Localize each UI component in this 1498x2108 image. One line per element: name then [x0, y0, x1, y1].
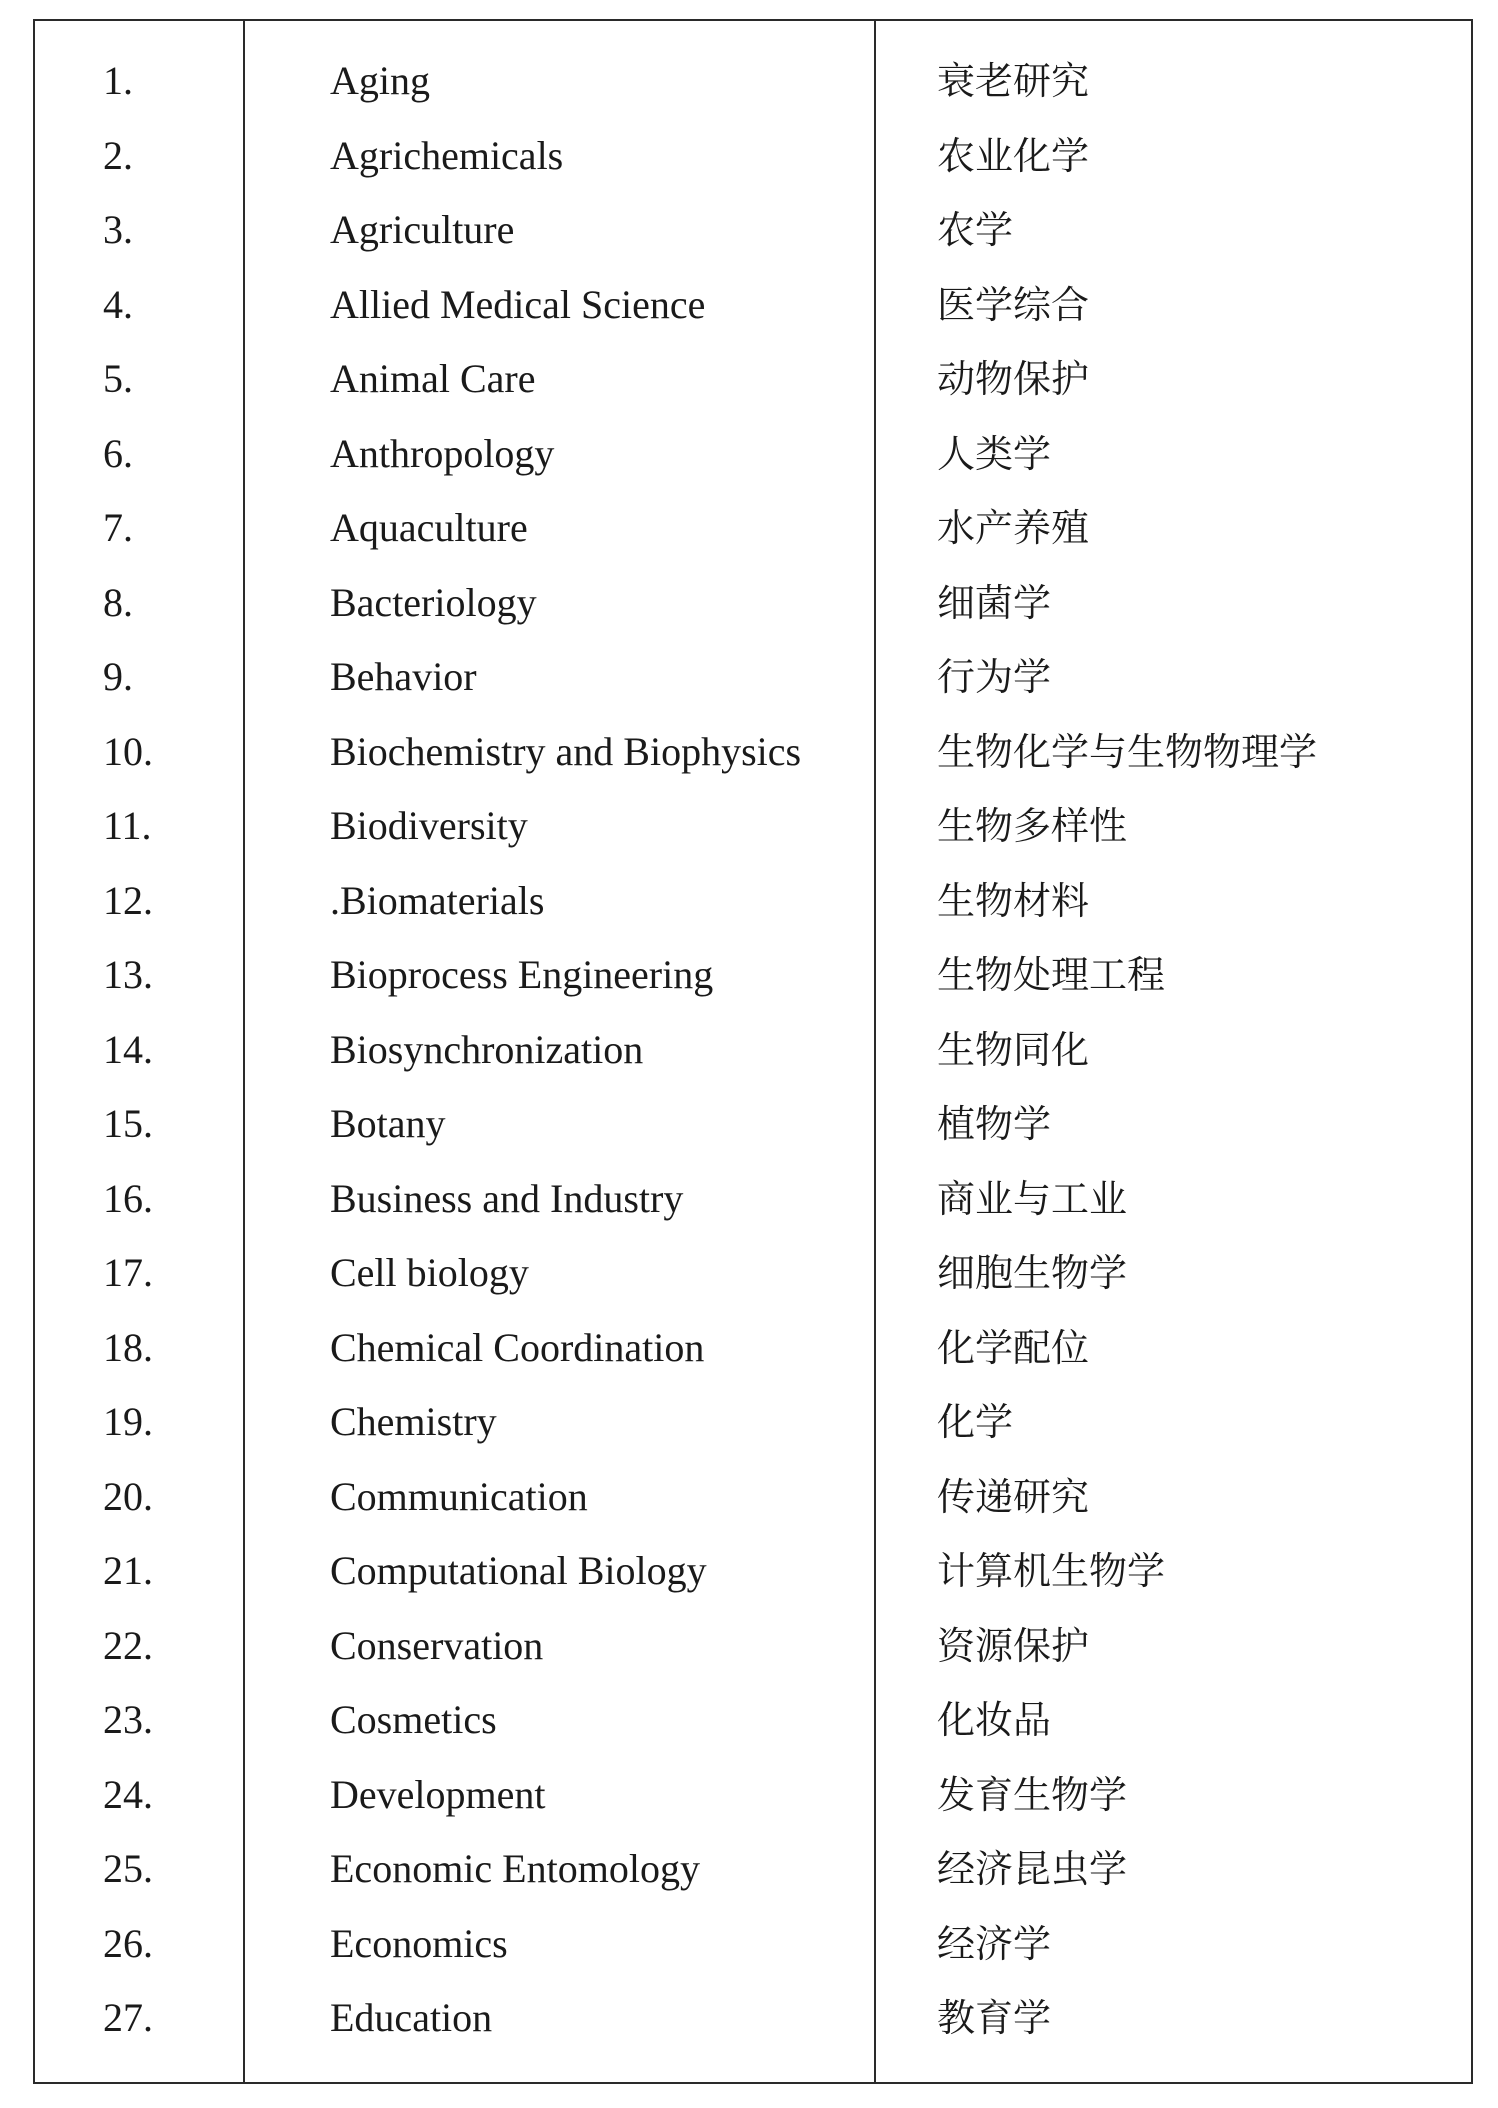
subject-table: [33, 19, 1473, 2084]
row-number: 11.: [103, 803, 152, 848]
row-number: 19.: [103, 1399, 153, 1444]
subject-chinese: 教育学: [937, 1996, 1052, 2040]
subject-english: Cell biology: [330, 1250, 529, 1295]
subject-english: Development: [330, 1771, 546, 1817]
subject-chinese: 医学综合: [937, 282, 1090, 327]
row-number: 1.: [103, 58, 133, 103]
table-row: [35, 490, 1471, 565]
table-row: [35, 863, 1471, 938]
row-number: 7.: [103, 505, 133, 550]
row-number: 15.: [103, 1101, 153, 1146]
table-row: [35, 1831, 1471, 1906]
table-row: [35, 1980, 1471, 2055]
subject-english: Computational Biology: [330, 1548, 707, 1593]
subject-chinese: 生物化学与生物物理学: [937, 729, 1318, 774]
subject-english: Aquaculture: [330, 505, 528, 550]
table-row: [35, 1459, 1471, 1534]
subject-chinese: 资源保护: [937, 1623, 1090, 1668]
subject-chinese: 衰老研究: [937, 59, 1090, 103]
subject-english: Economics: [330, 1920, 508, 1966]
subject-chinese: 生物多样性: [937, 804, 1128, 848]
subject-english: Chemical Coordination: [330, 1324, 705, 1370]
row-number: 5.: [103, 356, 133, 401]
subject-english: Biodiversity: [330, 803, 528, 848]
table-row: [35, 192, 1471, 267]
subject-chinese: 生物材料: [937, 878, 1090, 923]
subject-english: Biosynchronization: [330, 1026, 644, 1072]
subject-english: Bacteriology: [330, 579, 537, 625]
table-row: [35, 1012, 1471, 1087]
subject-english: Botany: [330, 1101, 446, 1146]
row-number: 23.: [103, 1697, 153, 1742]
row-number: 8.: [103, 579, 133, 625]
row-number: 14.: [103, 1026, 153, 1072]
subject-chinese: 细胞生物学: [937, 1251, 1128, 1295]
subject-english: Allied Medical Science: [330, 281, 706, 327]
subject-chinese: 商业与工业: [937, 1176, 1128, 1221]
table-row: [35, 714, 1471, 789]
subject-chinese: 经济昆虫学: [937, 1847, 1128, 1891]
subject-chinese: 植物学: [937, 1102, 1052, 1146]
table-row: [35, 937, 1471, 1012]
table-row: [35, 1906, 1471, 1981]
row-number: 24.: [103, 1771, 153, 1817]
subject-english: Behavior: [330, 654, 477, 699]
subject-chinese: 化妆品: [937, 1698, 1052, 1742]
table-row: [35, 639, 1471, 714]
table-row: [35, 1608, 1471, 1683]
subject-english: Aging: [330, 58, 430, 103]
row-number: 21.: [103, 1548, 153, 1593]
table-row: [35, 1235, 1471, 1310]
subject-english: Animal Care: [330, 356, 536, 401]
table-row: [35, 1086, 1471, 1161]
subject-english: Chemistry: [330, 1399, 497, 1444]
subject-english: Bioprocess Engineering: [330, 952, 714, 997]
row-number: 9.: [103, 654, 133, 699]
subject-chinese: 发育生物学: [937, 1772, 1128, 1817]
table-row: [35, 1384, 1471, 1459]
row-number: 17.: [103, 1250, 153, 1295]
table-row: [35, 788, 1471, 863]
subject-chinese: 传递研究: [937, 1474, 1090, 1519]
row-number: 18.: [103, 1324, 153, 1370]
row-number: 10.: [103, 728, 153, 774]
subject-chinese: 动物保护: [937, 357, 1090, 401]
subject-chinese: 细菌学: [937, 580, 1052, 625]
subject-chinese: 生物同化: [937, 1027, 1090, 1072]
subject-english: Economic Entomology: [330, 1846, 700, 1891]
row-number: 22.: [103, 1622, 153, 1668]
subject-chinese: 化学配位: [937, 1325, 1090, 1370]
subject-english: Education: [330, 1995, 493, 2040]
row-number: 2.: [103, 132, 133, 178]
subject-english: Agriculture: [330, 207, 515, 252]
subject-chinese: 人类学: [937, 431, 1052, 476]
subject-english: Cosmetics: [330, 1697, 497, 1742]
row-number: 4.: [103, 281, 133, 327]
row-number: 20.: [103, 1473, 153, 1519]
table-row: [35, 267, 1471, 342]
subject-chinese: 行为学: [937, 655, 1052, 699]
subject-chinese: 农学: [937, 208, 1014, 252]
table-row: [35, 1682, 1471, 1757]
subject-chinese: 计算机生物学: [937, 1549, 1166, 1593]
subject-chinese: 水产养殖: [937, 506, 1090, 550]
subject-english: Biochemistry and Biophysics: [330, 728, 802, 774]
subject-english: Conservation: [330, 1622, 544, 1668]
table-row: [35, 118, 1471, 193]
subject-english: Agrichemicals: [330, 132, 564, 178]
row-number: 6.: [103, 430, 133, 476]
table-row: [35, 416, 1471, 491]
table-body: [35, 43, 1471, 2055]
table-row: [35, 565, 1471, 640]
row-number: 16.: [103, 1175, 153, 1221]
subject-chinese: 经济学: [937, 1921, 1052, 1966]
table-row: [35, 1161, 1471, 1236]
table-row: [35, 341, 1471, 416]
row-number: 25.: [103, 1846, 153, 1891]
subject-english: Business and Industry: [330, 1175, 684, 1221]
table-row: [35, 1310, 1471, 1385]
subject-english: Communication: [330, 1473, 588, 1519]
table-row: [35, 1757, 1471, 1832]
subject-chinese: 化学: [937, 1400, 1014, 1444]
row-number: 3.: [103, 207, 133, 252]
row-number: 26.: [103, 1920, 153, 1966]
subject-english: .Biomaterials: [330, 877, 545, 923]
table-row: [35, 1533, 1471, 1608]
subject-english: Anthropology: [330, 430, 555, 476]
row-number: 13.: [103, 952, 153, 997]
table-row: [35, 43, 1471, 118]
row-number: 27.: [103, 1995, 153, 2040]
row-number: 12.: [103, 877, 153, 923]
subject-chinese: 农业化学: [937, 133, 1090, 178]
subject-chinese: 生物处理工程: [937, 953, 1166, 997]
